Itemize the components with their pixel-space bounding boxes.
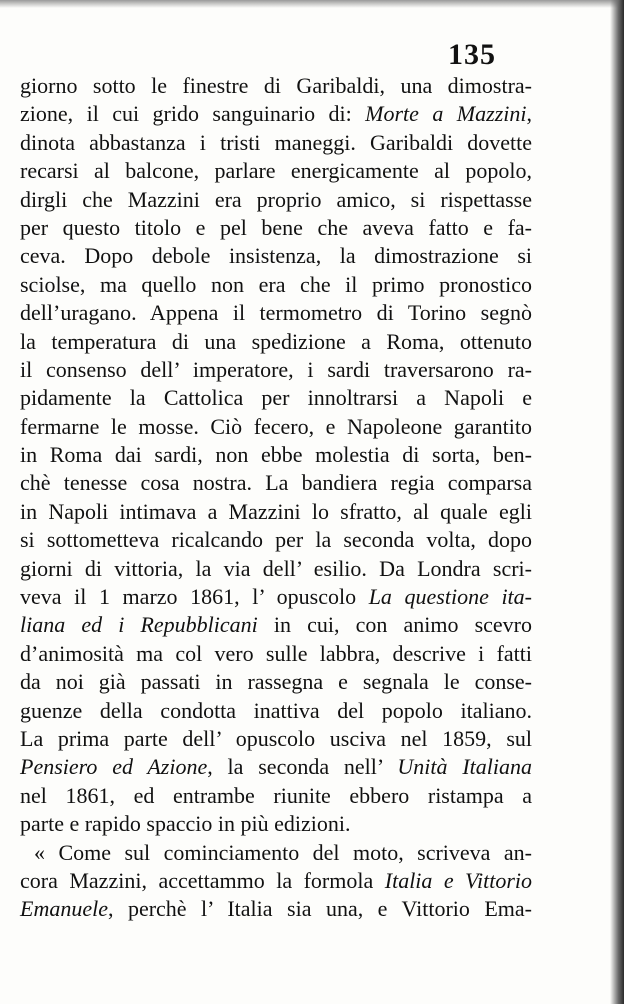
- text-segment: zione, il cui grido sanguinario di:: [20, 101, 366, 127]
- text-line: [20, 810, 532, 838]
- text-line: [20, 129, 532, 157]
- text-segment: da noi già passati in rassegna e segnala le conse-: [20, 669, 532, 695]
- text-line: [20, 242, 532, 270]
- text-segment: « Come sul cominciamento del moto, scriveva an-: [34, 839, 532, 865]
- text-line: [20, 469, 532, 497]
- text-segment: sciolse, ma quello non era che il primo pronostico: [20, 271, 532, 297]
- italic-text: Morte a Mazzini: [365, 101, 527, 127]
- text-segment: chè tenesse cosa nostra. La bandiera regia comparsa: [20, 470, 532, 496]
- text-segment: d’animosità ma col vero sulle labbra, descrive i fatti: [20, 640, 532, 666]
- italic-text: Italia e Vittorio: [384, 867, 532, 893]
- scan-right-edge: [610, 0, 624, 1004]
- text-segment: parte e rapido spaccio in più edizioni.: [20, 811, 351, 837]
- text-line: [20, 384, 532, 412]
- text-line: [20, 299, 532, 327]
- text-segment: in cui, con animo scevro: [257, 612, 533, 638]
- text-segment: nel 1861, ed entrambe riunite ebbero ristampa a: [20, 782, 532, 808]
- text-line: [20, 186, 532, 214]
- text-segment: dirgli che Mazzini era proprio amico, si rispettasse: [20, 186, 532, 212]
- text-line: [20, 867, 532, 895]
- text-line: [20, 526, 532, 554]
- italic-text: liana ed i Repubblicani: [20, 612, 258, 638]
- text-line: [20, 72, 532, 100]
- text-line: [20, 839, 532, 867]
- text-line: [20, 441, 532, 469]
- body-text: [20, 72, 532, 924]
- text-line: [20, 697, 532, 725]
- text-line: [20, 498, 532, 526]
- text-line: [20, 413, 532, 441]
- text-segment: , perchè l’ Italia sia una, e Vittorio Ema-: [107, 896, 532, 922]
- text-line: [20, 782, 532, 810]
- text-segment: giorni di vittoria, la via dell’ esilio. Da Londra scri-: [20, 555, 532, 581]
- text-segment: per questo titolo e pel bene che aveva fatto e fa-: [20, 214, 532, 240]
- text-line: [20, 640, 532, 668]
- text-segment: guenze della condotta inattiva del popolo italiano.: [20, 697, 532, 723]
- text-line: [20, 328, 532, 356]
- text-line: [20, 753, 532, 781]
- text-segment: in Roma dai sardi, non ebbe molestia di sorta, ben-: [20, 442, 532, 468]
- text-line: [20, 555, 532, 583]
- text-segment: la temperatura di una spedizione a Roma, ottenuto: [20, 328, 532, 354]
- text-line: [20, 100, 532, 128]
- scan-top-shadow: [0, 0, 624, 8]
- text-segment: veva il 1 marzo 1861, l’ opuscolo: [20, 584, 369, 610]
- page-number: 135: [448, 38, 496, 71]
- italic-text: Unità Italiana: [397, 754, 532, 780]
- text-segment: pidamente la Cattolica per innoltrarsi a Napoli e: [20, 385, 532, 411]
- text-segment: dell’uragano. Appena il termometro di Torino segnò: [20, 300, 532, 326]
- text-line: [20, 583, 532, 611]
- text-segment: ceva. Dopo debole insistenza, la dimostrazione si: [20, 243, 532, 269]
- text-line: [20, 356, 532, 384]
- text-segment: recarsi al balcone, parlare energicamente al popolo,: [20, 158, 532, 184]
- text-segment: il consenso dell’ imperatore, i sardi traversarono ra-: [20, 356, 532, 382]
- italic-text: Emanuele: [20, 896, 108, 922]
- text-line: [20, 157, 532, 185]
- text-segment: fermarne le mosse. Ciò fecero, e Napoleone garantito: [20, 413, 532, 439]
- text-line: [20, 271, 532, 299]
- text-line: [20, 214, 532, 242]
- text-segment: si sottometteva ricalcando per la seconda volta, dopo: [20, 527, 532, 553]
- text-segment: in Napoli intimava a Mazzini lo sfratto, al quale egli: [20, 498, 532, 524]
- text-line: [20, 611, 532, 639]
- text-line: [20, 668, 532, 696]
- text-line: [20, 725, 532, 753]
- text-segment: giorno sotto le finestre di Garibaldi, una dimostra-: [20, 73, 532, 98]
- italic-text: Pensiero ed Azione: [20, 754, 208, 780]
- text-segment: dinota abbastanza i tristi maneggi. Garibaldi dovette: [20, 129, 532, 155]
- italic-text: La questione ita-: [368, 584, 532, 610]
- text-segment: cora Mazzini, accettammo la formola: [20, 867, 385, 893]
- text-segment: ,: [526, 101, 532, 127]
- text-segment: , la seconda nell’: [207, 754, 398, 780]
- text-line: [20, 895, 532, 923]
- text-segment: La prima parte dell’ opuscolo usciva nel 1859, sul: [20, 725, 532, 751]
